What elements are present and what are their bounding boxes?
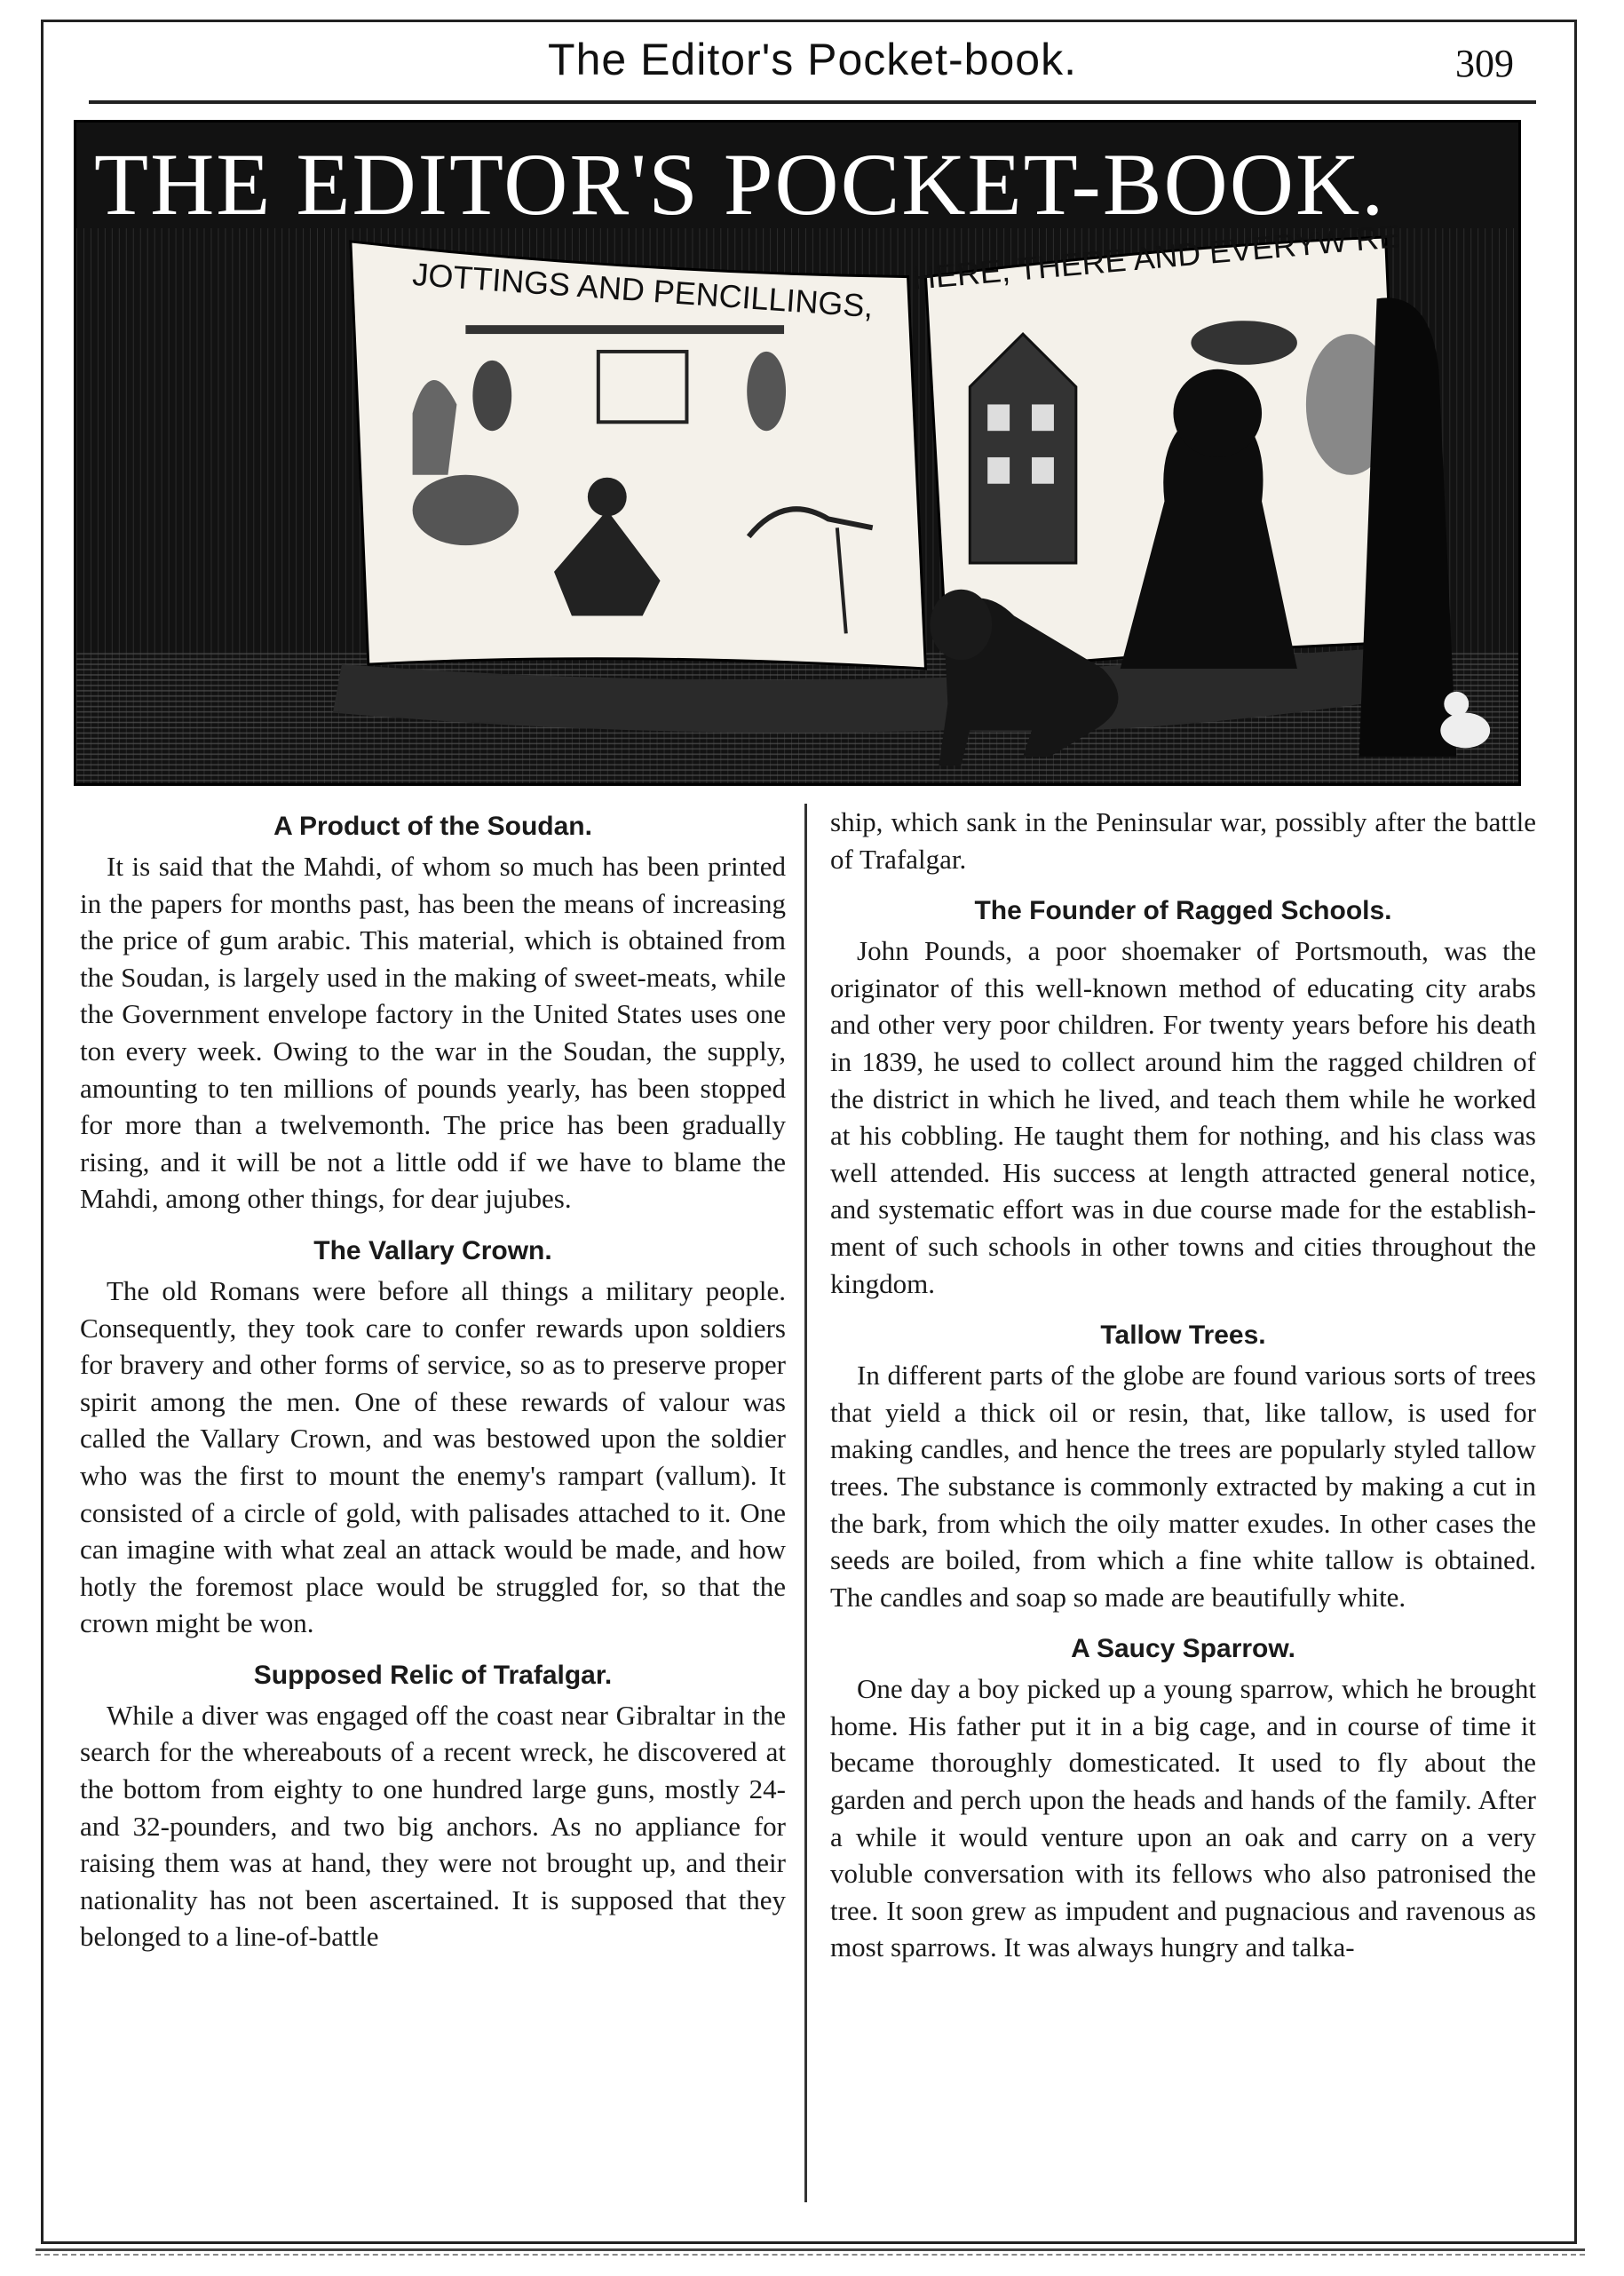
header-rule xyxy=(89,100,1536,104)
article-heading: The Vallary Crown. xyxy=(313,1235,552,1265)
left-column xyxy=(80,804,786,1955)
article-body: While a diver was engaged off the coast near Gibraltar in the search for the whereabouts of a recent wreck, he discovered at the bottom from eighty to one hundred large guns, mostly 24- and 32-pounders, and two big anchors. As no appliance for raising them was at hand, they were not brought up, and their nationality has not been ascertained. It is supposed that they belonged to a line-of-battle xyxy=(80,1699,786,1953)
column-divider xyxy=(804,804,807,2202)
right-column xyxy=(830,804,1536,1966)
article-heading: The Founder of Ragged Schools. xyxy=(974,896,1392,926)
running-title: The Editor's Pocket-book. xyxy=(548,35,1077,84)
article-continuation: ship, which sank in the Peninsular war, possibly after the battle of Trafalgar. xyxy=(830,806,1536,875)
banner-right-page-caption: HERE, THERE AND EVERYW RE xyxy=(911,217,1402,297)
article-body: John Pounds, a poor shoemaker of Portsmouth, was the originator of this well-known method of educating city arabs and other very poor children. For twenty years before his death in 1839, he used to collect around him the ragged children of the district in which he lived, and teach them while he worked at his cobbling. He taught them for nothing, and his class was well attended. His success at length attracted general notice, and systematic effort was in due course made for the establish-ment of such schools in other towns and cities throughout the kingdom. xyxy=(830,935,1536,1299)
banner-title: THE EDITOR'S POCKET-BOOK. xyxy=(94,135,1386,234)
article-heading: Tallow Trees. xyxy=(1100,1320,1266,1351)
article-heading: A Saucy Sparrow. xyxy=(1071,1634,1295,1664)
article-body: The old Romans were before all things a military people. Consequently, they took care to confer rewards upon soldiers for bravery and other forms of service, so as to preserve proper spirit among the men. One of these rewards of valour was called the Vallary Crown, and was bestowed upon the soldier who was the first to mount the enemy's rampart (vallum). It consisted of a circle of gold, with palisades attached to it. One can imagine with what zeal an attack would be made, and how hotly the foremost place would be struggled for, so that the crown might be won. xyxy=(80,1274,786,1639)
article-body: In different parts of the globe are found various sorts of trees that yield a thick oil or resin, that, like tallow, is used for making candles, and hence the trees are popularly styled tallow trees. The substance is commonly extracted by making a cut in the bark, from which the oily matter exudes. In other cases the seeds are boiled, from which a fine white tallow is obtained. The candles and soap so made are beautifully white. xyxy=(830,1360,1536,1613)
article-body: One day a boy picked up a young sparrow, which he brought home. His father put it in a big cage, and in course of time it became thoroughly domesticated. It used to fly about the garden and perch upon the heads and hands of the family. After a while it would venture upon an oak and carry on a very voluble conversation with its fellows who also patronised the tree. It soon grew as impudent and pugnacious and ravenous as most sparrows. It was always hungry and talka- xyxy=(830,1673,1536,1963)
bottom-rule xyxy=(36,2248,1585,2256)
banner-left-page-caption: JOTTINGS AND PENCILLINGS, xyxy=(411,256,875,325)
article-heading: A Product of the Soudan. xyxy=(273,812,592,841)
page-header xyxy=(89,34,1536,105)
article-body: It is said that the Mahdi, of whom so much has been printed in the papers for months past, has been the means of increasing the price of gum arabic. This material, which is obtained from the Soudan, is largely used in the making of sweet-meats, while the Government envelope factory in the United States uses one ton every week. Owing to the war in the Soudan, the supply, amounting to ten millions of pounds yearly, has been stopped for more than a twelvemonth. The price has been gradually rising, and it will be not a little odd if we have to blame the Mahdi, among other things, for dear jujubes. xyxy=(80,851,786,1215)
article-heading: Supposed Relic of Trafalgar. xyxy=(253,1660,613,1690)
page-number: 309 xyxy=(1455,42,1514,85)
banner-illustration xyxy=(74,120,1521,786)
